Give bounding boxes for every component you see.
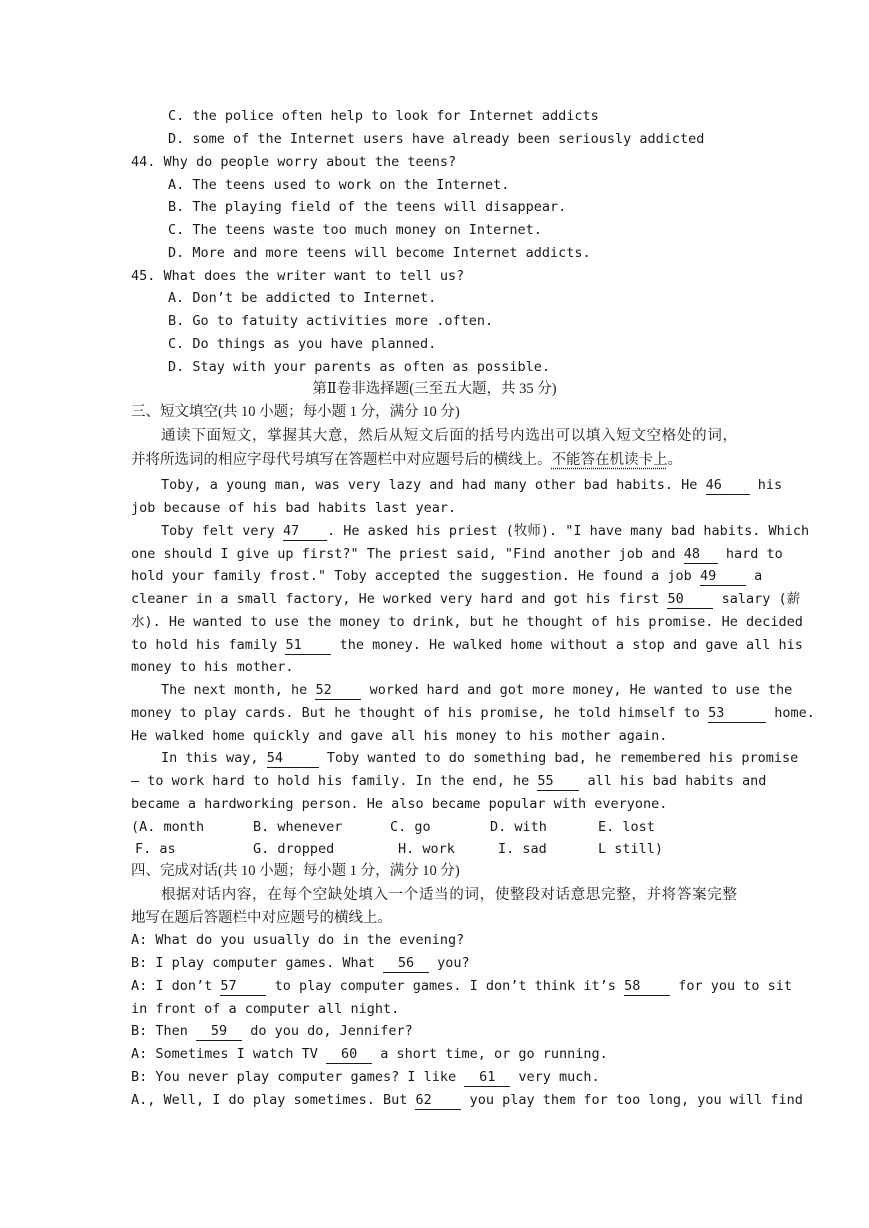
blank-60: 60: [326, 1046, 372, 1064]
passage-text: – to work hard to hold his family. In the end, he: [131, 773, 530, 789]
passage-line: job because of his bad habits last year.: [131, 500, 457, 516]
instr-text: 并将所选词的相应字母代号填写在答题栏中对应题号后的横线上。: [131, 452, 552, 468]
section3-instruction-line2: [131, 450, 737, 470]
q45-option-c: C. Do things as you have planned.: [168, 336, 437, 352]
passage-text: . He asked his priest (牧师). "I have many bad habits. Which: [326, 523, 810, 539]
passage-text: a: [754, 568, 763, 584]
dialogue-line: [131, 976, 793, 996]
blank-48: 48: [684, 546, 718, 564]
section4-heading: 四、完成对话(共 10 小题；每小题 1 分，满分 10 分): [131, 863, 460, 879]
q44-question: 44. Why do people worry about the teens?: [131, 154, 457, 170]
part2-title: 第Ⅱ卷非选择题(三至五大题，共 35 分): [312, 381, 557, 397]
word-option: D. with: [490, 819, 547, 835]
blank-57: 57: [220, 978, 266, 996]
dialogue-text: to play computer games. I don’t think it’s: [274, 978, 616, 994]
passage-line: [131, 566, 763, 586]
blank-54: 54: [267, 750, 319, 768]
section3-heading: 三、短文填空(共 10 小题；每小题 1 分，满分 10 分): [131, 404, 460, 420]
blank-46: 46: [706, 477, 750, 495]
q45-option-d: D. Stay with your parents as often as possible.: [168, 359, 551, 375]
passage-text: one should I give up first?" The priest said, "Find another job and: [131, 546, 676, 562]
dialogue-text: B: You never play computer games? I like: [131, 1069, 457, 1085]
passage-line: [161, 680, 793, 700]
passage-text: The next month, he: [161, 682, 308, 698]
instr-end: 。: [667, 452, 682, 468]
q45-question: 45. What does the writer want to tell us?: [131, 268, 465, 284]
section4-instruction-line1: 根据对话内容，在每个空缺处填入一个适当的词，使整段对话意思完整，并将答案完整: [161, 887, 737, 903]
dialogue-line: [131, 1044, 737, 1064]
passage-line: [161, 475, 783, 495]
passage-line: He walked home quickly and gave all his money to his mother again.: [131, 728, 668, 744]
word-option: G. dropped: [253, 841, 335, 857]
passage-text: his: [757, 477, 783, 493]
dialogue-text: A: Sometimes I watch TV: [131, 1046, 318, 1062]
passage-text: to hold his family: [131, 637, 278, 653]
blank-47: 47: [283, 523, 327, 541]
word-option: L still): [598, 841, 664, 857]
dialogue-text: B: I play computer games. What: [131, 955, 375, 971]
dialogue-text: very much.: [518, 1069, 600, 1085]
dialogue-text: A: I don’t: [131, 978, 213, 994]
blank-59: 59: [196, 1023, 242, 1041]
dialogue-text: A., Well, I do play sometimes. But: [131, 1092, 408, 1108]
section4-instruction-line2: 地写在题后答题栏中对应题号的横线上。: [131, 910, 392, 926]
blank-51: 51: [285, 637, 331, 655]
q44-option-b: B. The playing field of the teens will disappear.: [168, 199, 567, 215]
q44-option-d: D. More and more teens will become Internet addicts.: [168, 245, 591, 261]
q44-option-c: C. The teens waste too much money on Internet.: [168, 222, 542, 238]
passage-text: salary (薪: [721, 591, 801, 607]
passage-text: the money. He walked home without a stop and gave all his: [339, 637, 803, 653]
passage-line: [131, 635, 803, 655]
passage-text: cleaner in a small factory, He worked very hard and got his first: [131, 591, 660, 607]
dialogue-line: [131, 1021, 737, 1041]
word-option: H. work: [398, 841, 455, 857]
q44-option-a: A. The teens used to work on the Internet.: [168, 177, 510, 193]
blank-58: 58: [624, 978, 670, 996]
passage-text: Toby wanted to do something bad, he remembered his promise: [326, 750, 799, 766]
blank-55: 55: [537, 773, 579, 791]
blank-56: 56: [383, 955, 429, 973]
word-option: C. go: [390, 819, 431, 835]
dialogue-text: for you to sit: [678, 978, 793, 994]
dialogue-line: [131, 1067, 737, 1087]
dialogue-text: you play them for too long, you will find: [469, 1092, 803, 1108]
word-option: I. sad: [498, 841, 547, 857]
word-option: F. as: [135, 841, 176, 857]
blank-49: 49: [700, 568, 746, 586]
q45-option-a: A. Don’t be addicted to Internet.: [168, 290, 437, 306]
word-option: E. lost: [598, 819, 655, 835]
passage-text: Toby felt very: [161, 523, 275, 539]
passage-text: money to play cards. But he thought of his promise, he told himself to: [131, 705, 700, 721]
dialogue-line: A: What do you usually do in the evening?: [131, 932, 465, 948]
passage-line: 水). He wanted to use the money to drink, but he thought of his promise. He decided: [131, 614, 803, 630]
passage-line: [161, 748, 799, 768]
dotted-emphasis: 不能答在机读卡上: [551, 452, 668, 468]
blank-53: 53: [708, 705, 766, 723]
passage-line: became a hardworking person. He also became popular with everyone.: [131, 796, 668, 812]
word-option: (A. month: [131, 819, 205, 835]
dialogue-line: [131, 953, 737, 973]
blank-50: 50: [667, 591, 713, 609]
q43-option-c: C. the police often help to look for Internet addicts: [168, 108, 599, 124]
passage-text: Toby, a young man, was very lazy and had many other bad habits. He: [161, 477, 698, 493]
passage-text: all his bad habits and: [587, 773, 767, 789]
blank-61: 61: [464, 1069, 510, 1087]
word-option: B. whenever: [253, 819, 343, 835]
passage-text: hold your family frost." Toby accepted the suggestion. He found a job: [131, 568, 692, 584]
passage-line: [131, 544, 783, 564]
blank-62: 62: [415, 1092, 461, 1110]
q43-option-d: D. some of the Internet users have already been seriously addicted: [168, 131, 705, 147]
passage-line: money to his mother.: [131, 659, 294, 675]
blank-52: 52: [315, 682, 361, 700]
dialogue-text: do you do, Jennifer?: [250, 1023, 413, 1039]
passage-text: worked hard and got more money, He wanted to use the: [369, 682, 793, 698]
passage-text: hard to: [725, 546, 783, 562]
passage-line: [131, 703, 815, 723]
dialogue-line: [131, 1090, 803, 1110]
passage-line: [131, 589, 801, 609]
dialogue-text: a short time, or go running.: [380, 1046, 608, 1062]
passage-line: [131, 771, 767, 791]
dialogue-text: you?: [437, 955, 470, 971]
dialogue-line: in front of a computer all night.: [131, 1001, 400, 1017]
passage-text: home.: [774, 705, 815, 721]
passage-line: [161, 521, 810, 541]
dialogue-text: B: Then: [131, 1023, 188, 1039]
section3-instruction-line1: 通读下面短文，掌握其大意，然后从短文后面的括号内选出可以填入短文空格处的词，: [161, 428, 737, 444]
passage-text: In this way,: [161, 750, 259, 766]
q45-option-b: B. Go to fatuity activities more .often.: [168, 313, 494, 329]
